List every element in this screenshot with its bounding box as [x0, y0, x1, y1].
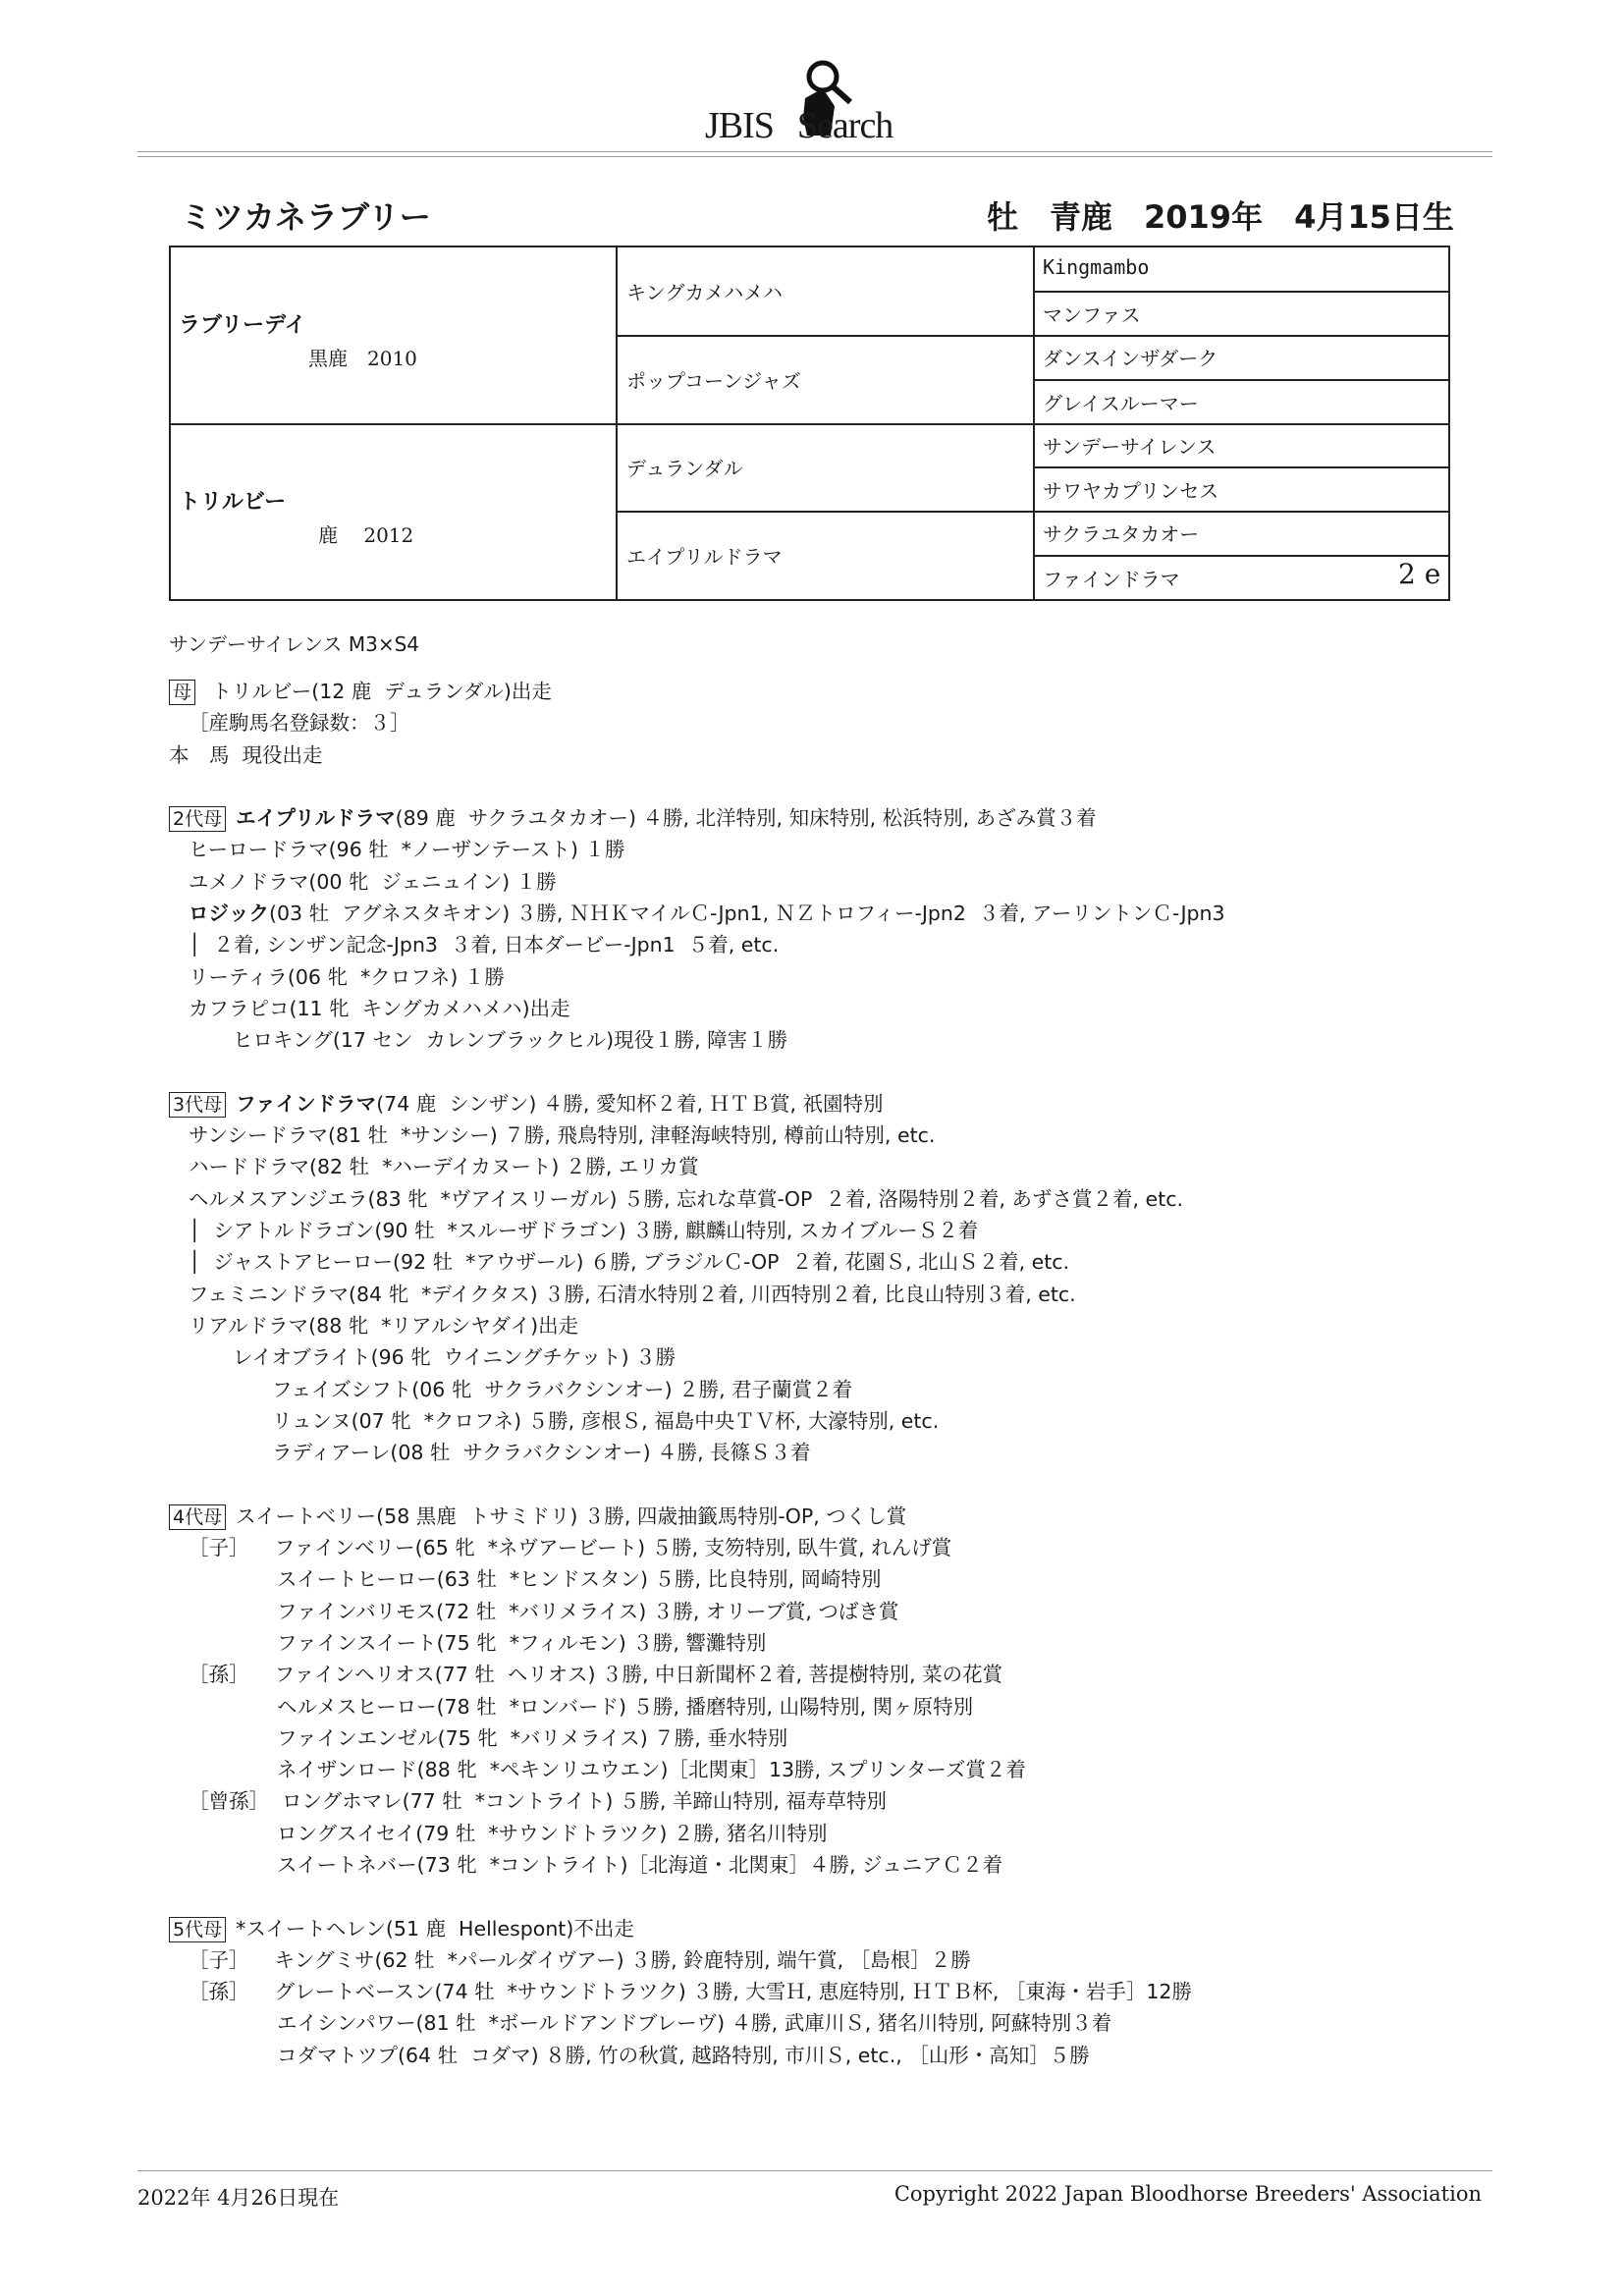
family-line [169, 1596, 1465, 1627]
pedigree-g3-7: サクラユタカオー [1043, 522, 1200, 546]
header-rule [137, 151, 1492, 152]
footer-rule [137, 2170, 1492, 2171]
family-line [169, 1944, 1465, 1976]
logo-wordmark [705, 104, 893, 147]
family-line [169, 1785, 1465, 1817]
section-gap [169, 1468, 1465, 1500]
pedigree-g2-4: エイプリルドラマ [626, 545, 783, 569]
section-gap [169, 1881, 1465, 1912]
family-line [169, 1754, 1465, 1785]
family-line [169, 707, 1465, 738]
family-line [169, 1437, 1465, 1468]
family-line [169, 1627, 1465, 1659]
family-line [169, 1659, 1465, 1690]
pedigree-g3-8: ファインドラマ [1043, 568, 1180, 591]
dam-color-year: 鹿 2012 [318, 523, 414, 547]
line-text: リュンヌ(07 牝 *クロフネ) ５勝, 彦根Ｓ, 福島中央ＴＶ杯, 大濠特別, etc. [272, 1408, 940, 1433]
line-text: スイートベリー(58 黒鹿 トサミドリ) ３勝, 四歳抽籤馬特別-OP, つくし賞 [236, 1503, 907, 1528]
line-text: │ ジャストアヒーロー(92 牡 *アウザール) ６勝, ブラジルＣ-OP ２着, 花園Ｓ, 北山Ｓ２着, etc. [189, 1250, 1070, 1275]
pedigree-g3-3: ダンスインザダーク [1043, 347, 1218, 370]
pedigree-g2-1: キングカメハメハ [626, 281, 783, 304]
family-line [169, 2040, 1465, 2071]
line-text: ファインエンゼル(75 牝 *バリメライス) ７勝, 垂水特別 [277, 1725, 788, 1750]
line-text: カフラピコ(11 牝 キングカメハメハ)出走 [189, 996, 570, 1020]
generation-box: 3代母 [169, 1092, 226, 1118]
line-text: ［産駒馬名登録数：３］ [189, 711, 410, 736]
family-line [169, 1151, 1465, 1182]
line-text: ［曾孫］ ロングホマレ(77 牡 *コントライト) ５勝, 羊蹄山特別, 福寿草特別 [189, 1789, 887, 1814]
family-line [169, 1310, 1465, 1341]
line-text: ファインスイート(75 牝 *フィルモン) ３勝, 響灘特別 [277, 1630, 767, 1655]
section-header [169, 676, 1465, 707]
horse-highlight: ファインドラマ [236, 1091, 377, 1116]
line-text: │ シアトルドラゴン(90 牡 *スルーザドラゴン) ３勝, 麒麟山特別, スカイブルーＳ２着 [189, 1219, 979, 1243]
family-line [169, 834, 1465, 865]
family-line [169, 1563, 1465, 1595]
line-text: ヒーロードラマ(96 牡 *ノーザンテースト) １勝 [189, 838, 625, 862]
family-line [169, 1374, 1465, 1405]
section-header [169, 802, 1465, 834]
family-line [169, 1405, 1465, 1437]
line-text: コダマトツプ(64 牡 コダマ) ８勝, 竹の秋賞, 越路特別, 市川Ｓ, etc., ［山形・高知］５勝 [277, 2043, 1090, 2067]
family-line [169, 929, 1465, 960]
line-text: フェイズシフト(06 牝 サクラバクシンオー) ２勝, 君子蘭賞２着 [272, 1377, 853, 1401]
dam-name: トリルビー [179, 490, 287, 515]
line-text: ネイザンロード(88 牝 *ペキンリユウエン)［北関東］13勝, スプリンターズ賞２着 [277, 1758, 1026, 1782]
family-line [169, 1279, 1465, 1310]
line-text: レイオブライト(96 牝 ウイニングチケット) ３勝 [233, 1345, 677, 1370]
line-text: ユメノドラマ(00 牝 ジェニュイン) １勝 [189, 869, 557, 894]
line-text: *スイートヘレン(51 鹿 Hellespont)不出走 [236, 1916, 634, 1941]
jbis-search-logo [687, 59, 972, 147]
family-line [169, 1120, 1465, 1151]
pedigree-g2-3: デュランダル [626, 457, 743, 480]
pedigree-g3-2: マンファス [1043, 303, 1141, 327]
report-date: 2022年 4月26日現在 [137, 2186, 340, 2210]
family-line [169, 739, 1465, 771]
line-text: エイシンパワー(81 牡 *ボールドアンドブレーヴ) ４勝, 武庫川Ｓ, 猪名川特別, 阿蘇特別３着 [277, 2011, 1112, 2036]
horse-name: ミツカネラブリー [181, 198, 431, 236]
family-line [169, 1818, 1465, 1849]
horse-highlight: ロジック [189, 902, 269, 926]
pedigree-g3-1: Kingmambo [1043, 255, 1150, 279]
family-line [169, 961, 1465, 993]
line-text: リアルドラマ(88 牝 *リアルシヤダイ)出走 [189, 1313, 579, 1338]
family-line [169, 1246, 1465, 1278]
generation-box: 2代母 [169, 806, 226, 832]
generation-box: 4代母 [169, 1504, 226, 1530]
line-text: スイートネバー(73 牝 *コントライト)［北海道・北関東］４勝, ジュニアＣ２着 [277, 1852, 1003, 1877]
family-line [169, 1024, 1465, 1056]
line-text: 本 馬 現役出走 [169, 742, 323, 767]
line-text: ロングスイセイ(79 牡 *サウンドトラツク) ２勝, 猪名川特別 [277, 1821, 828, 1845]
line-text: (03 牡 アグネスタキオン) ３勝, ＮＨＫマイルＣ-Jpn1, ＮＺトロフィー-Jpn2 ３着, アーリントンＣ-Jpn3 [269, 902, 1225, 926]
line-text: ファインバリモス(72 牡 *バリメライス) ３勝, オリーブ賞, つばき賞 [277, 1599, 899, 1623]
section-header [169, 1913, 1465, 1944]
line-text: (89 鹿 サクラユタカオー) ４勝, 北洋特別, 知床特別, 松浜特別, あざみ賞３着 [395, 806, 1097, 831]
line-text: │ ２着, シンザン記念-Jpn3 ３着, 日本ダービー-Jpn1 ５着, etc. [189, 933, 780, 957]
family-line [169, 1532, 1465, 1563]
line-text: トリルビー(12 鹿 デュランダル)出走 [205, 680, 552, 703]
family-line [169, 2007, 1465, 2039]
family-number: 2 e [1398, 558, 1441, 590]
generation-box: 5代母 [169, 1917, 226, 1942]
line-text: フェミニンドラマ(84 牝 *デイクタス) ３勝, 石清水特別２着, 川西特別２着, 比良山特別３着, etc. [189, 1282, 1076, 1306]
line-text: ［子］ ファインベリー(65 牝 *ネヴアービート) ５勝, 支笏特別, 臥牛賞, れんげ賞 [189, 1536, 952, 1560]
line-text: ラディアーレ(08 牡 サクラバクシンオー) ４勝, 長篠Ｓ３着 [272, 1441, 811, 1465]
line-text: ハードドラマ(82 牡 *ハーデイカヌート) ２勝, エリカ賞 [189, 1155, 699, 1179]
horse-info: 牡 青鹿 2019年 4月15日生 [987, 198, 1454, 236]
section-gap [169, 1057, 1465, 1088]
inbreeding-note: サンデーサイレンス M3×S4 [169, 632, 420, 656]
line-text: ［子］ キングミサ(62 牡 *パールダイヴアー) ３勝, 鈴鹿特別, 端午賞, ［島根］２勝 [189, 1947, 971, 1972]
pedigree-table [169, 246, 1450, 601]
family-line [169, 1976, 1465, 2007]
line-text: ヘルメスアンジエラ(83 牝 *ヴアイスリーガル) ５勝, 忘れな草賞-OP ２着, 洛陽特別２着, あずさ賞２着, etc. [189, 1186, 1183, 1211]
family-line [169, 1183, 1465, 1215]
line-text: (74 鹿 シンザン) ４勝, 愛知杯２着, ＨＴＢ賞, 祇園特別 [376, 1091, 884, 1116]
pedigree-g2-2: ポップコーンジャズ [626, 369, 801, 393]
line-text: スイートヒーロー(63 牡 *ヒンドスタン) ５勝, 比良特別, 岡崎特別 [277, 1567, 882, 1592]
family-line [169, 1722, 1465, 1754]
line-text: ヘルメスヒーロー(78 牡 *ロンバード) ５勝, 播磨特別, 山陽特別, 関ヶ原特別 [277, 1694, 974, 1719]
generation-box: 母 [169, 680, 195, 705]
logo-text-jbis: JBIS [705, 105, 774, 146]
family-lines [169, 676, 1465, 2071]
family-line [169, 898, 1465, 929]
logo-text-search: Search [796, 105, 893, 146]
pedigree-g3-5: サンデーサイレンス [1043, 435, 1217, 459]
line-text: ［孫］ グレートベースン(74 牡 *サウンドトラツク) ３勝, 大雪Ｈ, 恵庭特別, ＨＴＢ杯, ［東海・岩手］12勝 [189, 1980, 1192, 2004]
section-header [169, 1501, 1465, 1532]
header-rule-2 [137, 156, 1492, 157]
line-text: サンシードラマ(81 牡 *サンシー) ７勝, 飛鳥特別, 津軽海峡特別, 樽前山特別, etc. [189, 1123, 936, 1148]
family-line [169, 1849, 1465, 1881]
pedigree-g3-4: グレイスルーマー [1043, 392, 1199, 415]
copyright: Copyright 2022 Japan Bloodhorse Breeders' Association [893, 2182, 1482, 2206]
horse-highlight: エイプリルドラマ [236, 806, 396, 831]
line-text: ［孫］ ファインヘリオス(77 牡 ヘリオス) ３勝, 中日新聞杯２着, 菩提樹特別, 菜の花賞 [189, 1663, 1003, 1687]
sire-color-year: 黒鹿 2010 [308, 347, 417, 370]
line-text: ヒロキング(17 セン カレンブラックヒル)現役１勝, 障害１勝 [233, 1028, 788, 1053]
sire-name: ラブリーデイ [179, 313, 306, 338]
family-line [169, 1215, 1465, 1246]
section-header [169, 1088, 1465, 1120]
family-line [169, 993, 1465, 1024]
section-gap [169, 771, 1465, 802]
pedigree-g3-6: サワヤカプリンセス [1043, 479, 1219, 503]
dam-cell [179, 485, 413, 548]
family-line [169, 1691, 1465, 1722]
sire-cell [179, 308, 417, 371]
line-text: リーティラ(06 牝 *クロフネ) １勝 [189, 964, 505, 989]
family-line [169, 1341, 1465, 1373]
family-line [169, 866, 1465, 898]
